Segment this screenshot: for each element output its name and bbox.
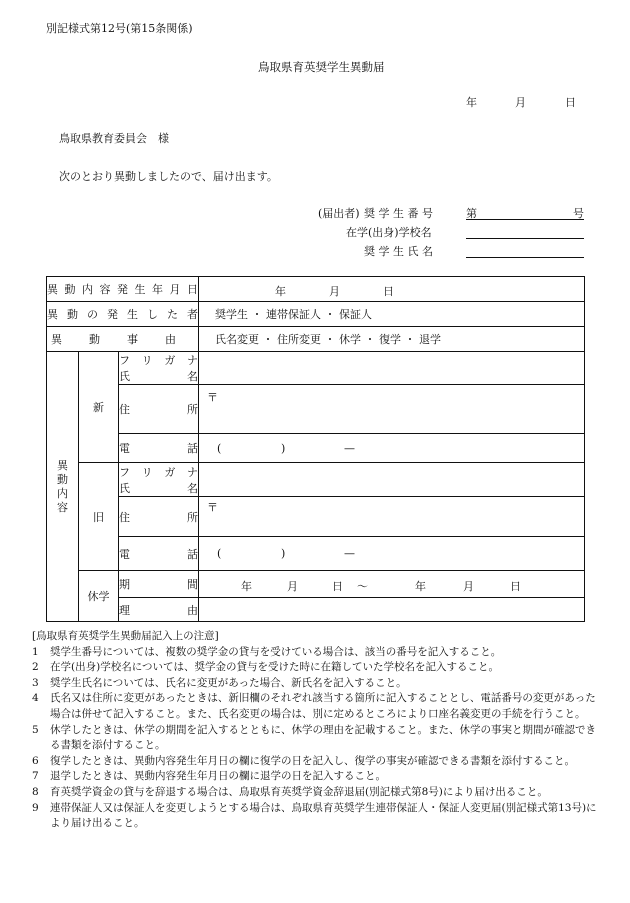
note-item: 3 奨学生氏名については、氏名に変更があった場合、新氏名を記入すること。 — [32, 676, 407, 689]
student-name-label: 奨 学 生 氏 名 — [364, 245, 433, 258]
reason-field[interactable] — [199, 598, 585, 622]
person-changed-label: 異 動 の 発 生 し た 者 — [47, 302, 199, 327]
note-item: 5 休学したときは、休学の期間を記入するとともに、休学の理由を記載すること。また、休学の事実と期間が確認できる書類を添付すること。 — [32, 723, 596, 752]
number-prefix: 第 — [466, 207, 477, 220]
change-reason-label: 異 動 事 由 — [47, 327, 199, 352]
intro-text: 次のとおり異動しましたので、届け出ます。 — [59, 170, 278, 183]
note-item: 8 育英奨学資金の貸与を辞退する場合は、鳥取県育英奨学資金辞退届(別記様式第8号)により届け出ること。 — [32, 785, 548, 798]
reason-label: 理 由 — [119, 598, 199, 622]
scholarship-number-label: 奨 学 生 番 号 — [364, 207, 433, 220]
occurrence-day: 日 — [383, 285, 395, 298]
period-start-day: 日 — [332, 580, 344, 593]
old-phone-field[interactable] — [199, 537, 585, 571]
new-name-label: フ リ ガ ナ 氏 名 — [119, 352, 199, 385]
number-suffix: 号 — [573, 207, 584, 220]
new-phone-field[interactable] — [199, 434, 585, 463]
old-address-label: 住 所 — [119, 497, 199, 537]
phone-open-paren: ( — [217, 547, 222, 560]
phone-dash: — — [344, 547, 356, 560]
note-item: 1 奨学生番号については、複数の奨学金の貸与を受けている場合は、該当の番号を記入すること。 — [32, 645, 502, 658]
note-item: 2 在学(出身)学校名については、奨学金の貸与を受けた時に在籍していた学校名を記入すること。 — [32, 661, 499, 674]
period-end-year: 年 — [415, 580, 427, 593]
notes-title: [鳥取県育英奨学生異動届記入上の注意] — [32, 630, 219, 642]
occurrence-date-label: 異 動 内 容 発 生 年 月 日 — [47, 277, 199, 302]
period-end-month: 月 — [463, 580, 475, 593]
occurrence-date-field[interactable] — [199, 277, 585, 302]
page-title: 鳥取県育英奨学生異動届 — [258, 60, 385, 74]
scholarship-number-field[interactable] — [466, 219, 584, 220]
occurrence-month: 月 — [329, 285, 341, 298]
student-name-field[interactable] — [466, 257, 584, 258]
form-reference: 別記様式第12号(第15条関係) — [46, 22, 193, 35]
school-name-label: 在学(出身)学校名 — [346, 226, 432, 239]
date-day-label: 日 — [565, 96, 576, 109]
period-start-year: 年 — [241, 580, 253, 593]
applicant-prefix: (届出者) — [318, 207, 360, 220]
new-phone-label: 電 話 — [119, 434, 199, 463]
phone-dash: — — [344, 442, 356, 455]
school-name-field[interactable] — [466, 238, 584, 239]
period-tilde: ～ — [357, 580, 369, 593]
phone-close-paren: ) — [281, 442, 286, 455]
old-name-field[interactable] — [199, 463, 585, 497]
occurrence-year: 年 — [275, 285, 287, 298]
new-address-field[interactable] — [199, 385, 585, 434]
date-year-label: 年 — [466, 96, 477, 109]
postal-mark: 〒 — [207, 501, 219, 514]
postal-mark: 〒 — [207, 391, 219, 404]
new-name-field[interactable] — [199, 352, 585, 385]
phone-open-paren: ( — [217, 442, 222, 455]
note-item: 4 氏名又は住所に変更があったときは、新旧欄のそれぞれ該当する箇所に記入することとし、電話番号の変更があった場合は併せて記入すること。また、氏名変更の場合は、別に定めるところにより口座名義変更の手続を行うこと。 — [32, 692, 596, 720]
old-address-field[interactable] — [199, 497, 585, 537]
change-content-label: 異 動 内 容 — [47, 352, 79, 622]
new-address-label: 住 所 — [119, 385, 199, 434]
leave-of-absence-label: 休学 — [79, 571, 119, 622]
old-name-label: フ リ ガ ナ 氏 名 — [119, 463, 199, 497]
old-label: 旧 — [79, 463, 119, 571]
period-end-day: 日 — [510, 580, 522, 593]
change-reason-options[interactable]: 氏名変更 ・ 住所変更 ・ 休学 ・ 復学 ・ 退学 — [199, 327, 585, 352]
change-details-table — [46, 276, 585, 622]
period-start-month: 月 — [287, 580, 299, 593]
addressee: 鳥取県教育委員会 様 — [59, 132, 169, 145]
period-field[interactable] — [199, 571, 585, 598]
date-month-label: 月 — [515, 96, 526, 109]
note-item: 7 退学したときは、異動内容発生年月日の欄に退学の日を記入すること。 — [32, 770, 386, 783]
new-label: 新 — [79, 352, 119, 463]
old-phone-label: 電 話 — [119, 537, 199, 571]
notes-section — [30, 629, 602, 832]
period-label: 期 間 — [119, 571, 199, 598]
note-item: 6 復学したときは、異動内容発生年月日の欄に復学の日を記入し、復学の事実が確認できる書類を添付すること。 — [32, 754, 575, 767]
phone-close-paren: ) — [281, 547, 286, 560]
note-item: 9 連帯保証人又は保証人を変更しようとする場合は、鳥取県育英奨学生連帯保証人・保証人変更届(別記様式第13号)により届け出ること。 — [32, 801, 597, 830]
person-changed-options[interactable]: 奨学生 ・ 連帯保証人 ・ 保証人 — [199, 302, 585, 327]
